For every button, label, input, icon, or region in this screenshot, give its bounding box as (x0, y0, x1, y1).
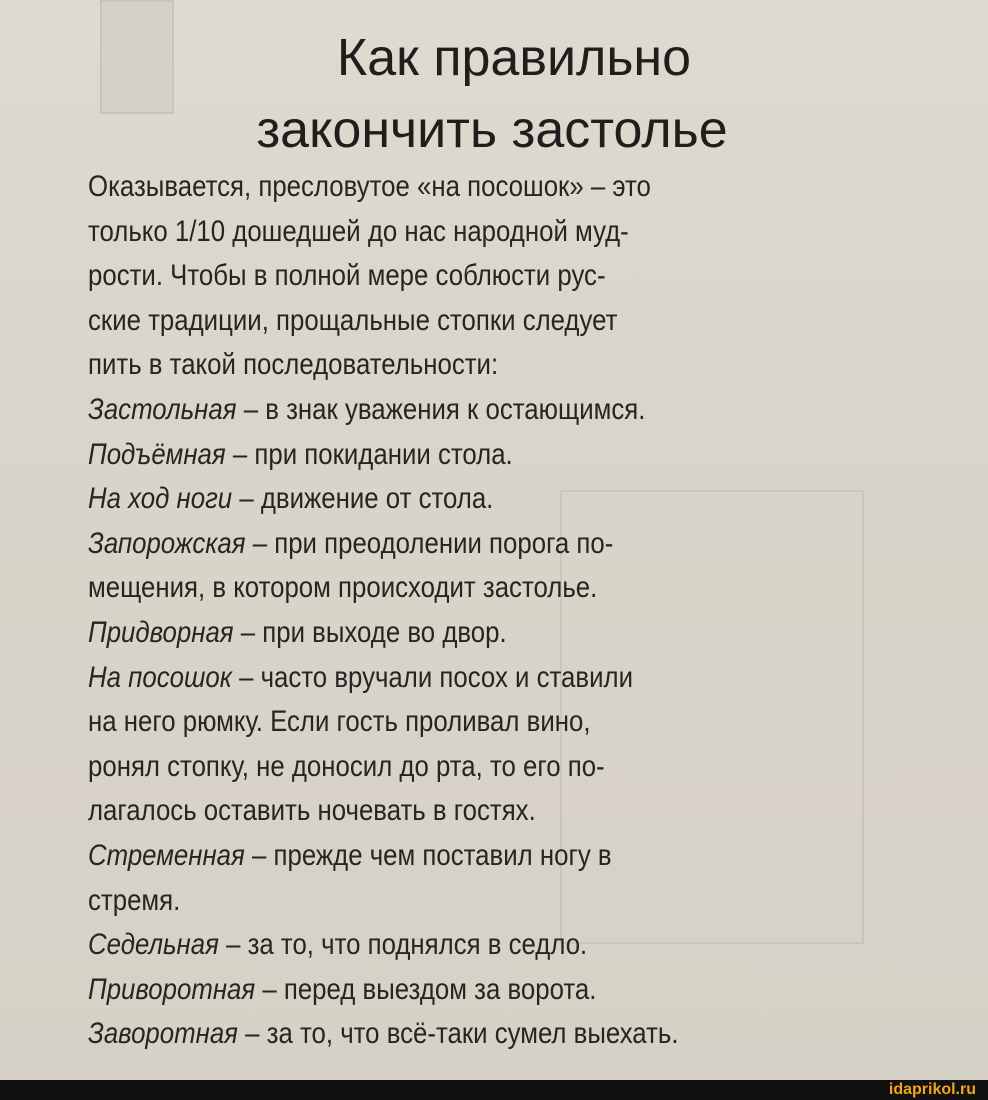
article-title-line-2: закончить застолье (256, 101, 728, 159)
toast-separator: – (225, 437, 255, 471)
toast-name: Седельная (88, 928, 219, 962)
toast-separator: – (236, 392, 266, 426)
toast-name: На ход ноги (88, 482, 233, 516)
toast-item (88, 388, 776, 433)
intro-line: ские традиции, прощальные стопки следует (88, 303, 618, 337)
article-title-line-1: Как правильно (336, 29, 692, 87)
toast-item (88, 611, 776, 656)
watermark-bar (0, 1080, 988, 1100)
toast-continuation: лагалось оставить ночевать в гостях. (88, 794, 536, 828)
toast-item (88, 477, 776, 522)
toast-name: Приворотная (88, 972, 256, 1006)
toast-text: часто вручали посох и ставили (260, 660, 633, 694)
toast-text: при покидании стола. (254, 437, 513, 471)
toast-separator: – (218, 928, 248, 962)
toast-item (88, 656, 776, 701)
toast-separator: – (233, 615, 263, 649)
toast-text: при преодолении порога по- (274, 526, 614, 560)
toast-item (88, 1012, 776, 1057)
toast-text: при выходе во двор. (262, 615, 507, 649)
intro-line: пить в такой последовательности: (88, 348, 499, 382)
toast-name: Придворная (88, 615, 234, 649)
toast-continuation: на него рюмку. Если гость проливал вино, (88, 705, 591, 739)
toast-text: прежде чем поставил ногу в (273, 838, 612, 872)
toast-separator: – (244, 838, 274, 872)
toast-separator: – (245, 526, 275, 560)
toast-text: за то, что всё-таки сумел выехать. (266, 1017, 679, 1051)
toast-name: Заворотная (88, 1017, 238, 1051)
toast-item (88, 522, 776, 567)
toast-item (88, 968, 776, 1013)
toast-name: Запорожская (88, 526, 246, 560)
toast-continuation: ронял стопку, не доносил до рта, то его по- (88, 749, 605, 783)
intro-line: только 1/10 дошедшей до нас народной муд- (88, 214, 629, 248)
toast-separator: – (231, 660, 261, 694)
toast-separator: – (232, 482, 261, 516)
toast-item (88, 923, 776, 968)
toast-separator: – (255, 972, 284, 1006)
intro-line: Оказывается, пресловутое «на посошок» – это (88, 170, 651, 203)
toast-name: На посошок (88, 660, 232, 694)
toast-continuation: мещения, в котором происходит застолье. (88, 571, 598, 605)
intro-line: рости. Чтобы в полной мере соблюсти рус- (88, 259, 606, 293)
toast-name: Стременная (88, 838, 245, 872)
toast-text: в знак уважения к остающимся. (265, 392, 646, 426)
toast-name: Застольная (88, 392, 237, 426)
toast-item (88, 433, 776, 478)
site-watermark: idaprikol.ru (888, 1081, 976, 1098)
toast-name: Подъёмная (88, 437, 226, 471)
toast-text: за то, что поднялся в седло. (247, 928, 588, 962)
toast-text: движение от стола. (260, 482, 494, 516)
article-body (88, 165, 776, 1057)
toast-continuation: стремя. (88, 883, 181, 917)
toast-item (88, 834, 776, 879)
toast-text: перед выездом за ворота. (283, 972, 597, 1006)
toast-separator: – (237, 1017, 267, 1051)
